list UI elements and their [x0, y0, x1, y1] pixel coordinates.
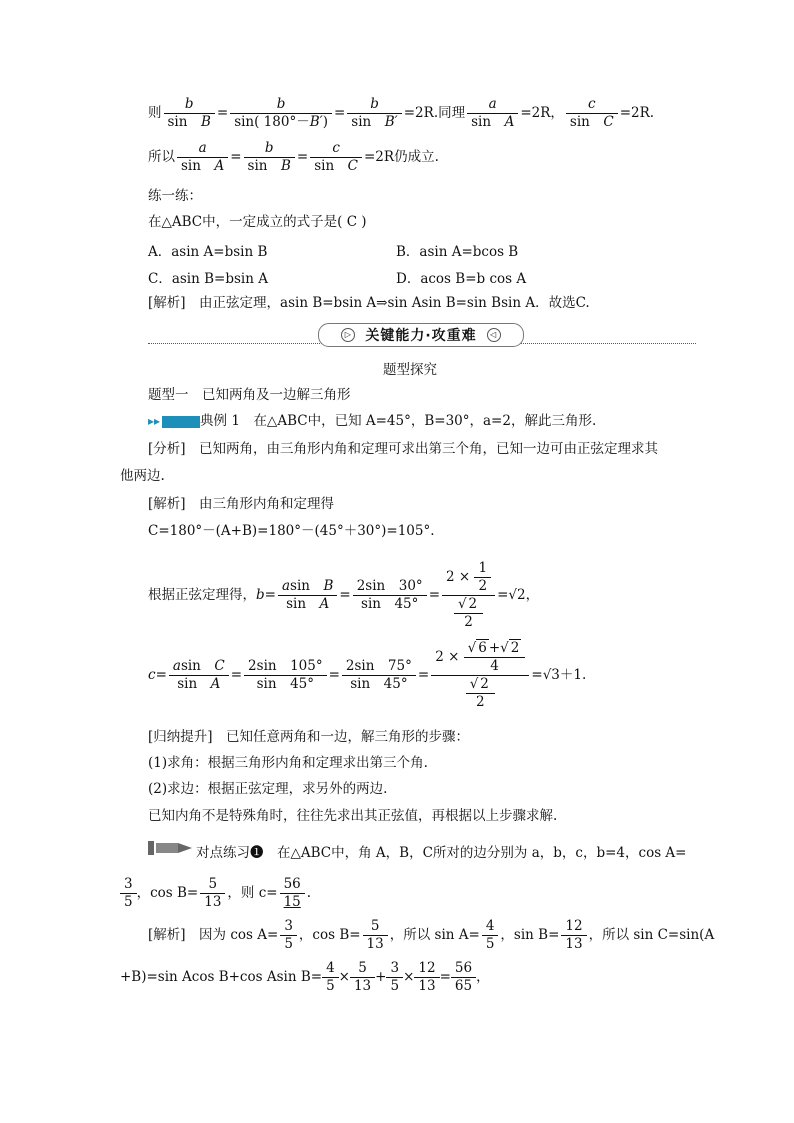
- text: =2R，: [520, 105, 564, 121]
- example-line: [148, 411, 596, 431]
- section-banner: [318, 323, 524, 347]
- fraction: $\frac{a}{\text{sin A}}$: [467, 96, 518, 131]
- note: 已知内角不是特殊角时，往往先求出其正弦值，再根据以上步骤求解.: [148, 808, 558, 824]
- fraction: $\frac{2\sin 105^\circ}{\sin 45^\circ}$: [244, 658, 327, 693]
- text: =2R.: [619, 105, 655, 121]
- exercise-text: 在△ABC中，角 A，B，C所对的边分别为 a，b，c，b=4，cos A=: [277, 845, 687, 861]
- answer-denominator: 15: [283, 894, 301, 910]
- fraction: $\frac{\text{asin B}}{\text{sin A}}$: [278, 578, 337, 613]
- option-a: A．asin A=bsin B: [148, 244, 268, 260]
- practice-analysis: [148, 293, 590, 313]
- text: 因为 cos A=: [199, 927, 279, 943]
- fraction: $\frac{c}{\text{sin C}}$: [566, 96, 618, 131]
- analysis-text: 由正弦定理，asin B=bsin A⇒sin Asin B=sin Bsin A．故选C.: [199, 295, 590, 311]
- fraction: $\frac{3}{5}$: [280, 918, 297, 953]
- text: =√2，: [497, 587, 540, 603]
- pen-icon: [148, 838, 194, 858]
- fraction: $\frac{4}{5}$: [322, 960, 339, 995]
- fraction: $\frac{b}{\text{sin B}}$: [164, 96, 215, 131]
- b-formula: 根据正弦定理得，b= $\frac{\text{asin B}}{\text{sin A}}$ = $\frac{2\sin 30^\circ}{\sin 45^\circ}$ = 2 × $\frac{1}{2}$ $\frac{√ 2}{2}$ =√2，: [148, 560, 540, 630]
- play-left-icon: ◁: [487, 328, 501, 342]
- section-title: 题型探究: [383, 362, 437, 378]
- fraction: $\frac{\text{asin C}}{\text{sin A}}$: [169, 658, 229, 693]
- text: 根据正弦定理得，: [148, 587, 256, 603]
- banner-title: 关键能力·攻重难: [365, 328, 477, 344]
- answer: [280, 876, 305, 911]
- play-right-icon: ▷: [341, 328, 355, 342]
- fraction: $\frac{12}{13}$: [561, 918, 586, 953]
- fraction: $\frac{5}{13}$: [363, 918, 388, 953]
- fenxi-text: 已知两角，由三角形内角和定理可求出第三个角，已知一边可由正弦定理求其: [199, 441, 659, 457]
- fraction: $\frac{12}{13}$: [414, 960, 439, 995]
- text: +B)=sin Acos B+cos Asin B=: [120, 969, 323, 985]
- fraction: 2 × $\frac{1}{2}$ $\frac{√ 2}{2}$: [442, 560, 495, 631]
- option-c: C．asin B=bsin A: [148, 271, 268, 287]
- fraction: $\frac{b}{\text{sin B}}$: [244, 140, 295, 175]
- fraction: $\frac{5}{13}$: [350, 960, 375, 995]
- exercise-label: 对点练习❶: [196, 845, 264, 861]
- answer-numerator: 56: [280, 876, 305, 894]
- text: ，则 c=: [227, 885, 278, 901]
- jiexi-line: [148, 494, 334, 514]
- text: 所以: [148, 149, 175, 165]
- text: ，: [476, 969, 490, 985]
- jiexi-tag: [解析]: [148, 927, 186, 943]
- fraction: $\frac{3}{5}$: [120, 876, 137, 911]
- proof-line-2: 所以 $\frac{a}{\text{sin A}}$ = $\frac{b}{\text{sin B}}$ = $\frac{c}{\text{sin C}}$ =2R仍成立.: [148, 140, 439, 174]
- fraction: $\frac{2\sin 75^\circ}{\sin 45^\circ}$: [342, 658, 416, 693]
- fraction: $\frac{2\sin 30^\circ}{\sin 45^\circ}$: [353, 578, 427, 613]
- option-d: D．acos B=b cos A: [396, 271, 527, 287]
- fraction: $\frac{a}{\text{sin A}}$: [177, 140, 228, 175]
- fenxi-tag: [分析]: [148, 441, 186, 457]
- fenxi-line-2: 他两边.: [120, 468, 165, 484]
- exercise-line-2: [120, 876, 311, 911]
- example-badge-icon: [162, 416, 200, 428]
- option-b: B．asin A=bcos B: [396, 244, 519, 260]
- type1-title: 题型一 已知两角及一边解三角形: [148, 387, 351, 403]
- text: ，所以 sin C=sin(A: [588, 927, 715, 943]
- fraction: $\frac{b}{\text{sin B′}}$: [347, 96, 401, 131]
- guina-tag: [归纳提升]: [148, 729, 213, 745]
- text: ，所以 sin A=: [389, 927, 480, 943]
- jiexi-tag: [解析]: [148, 496, 186, 512]
- exercise-jiexi-2: +B)=sin Acos B+cos Asin B= $\frac{4}{5}$ × $\frac{5}{13}$ + $\frac{3}{5}$ × $\frac{12}{13}$ = $\frac{56}{65}$ ，: [120, 960, 490, 994]
- example-label: 典例 1: [200, 413, 240, 429]
- guina-text: 已知任意两角和一边，解三角形的步骤：: [226, 729, 470, 745]
- step-2: (2)求边：根据正弦定理，求另外的两边.: [148, 781, 388, 797]
- step-1: (1)求角：根据三角形内角和定理求出第三个角.: [148, 755, 428, 771]
- fraction: $\frac{4}{5}$: [482, 918, 499, 953]
- double-arrow-icon: ▸▸: [148, 414, 161, 428]
- fraction: $\frac{c}{\text{sin C}}$: [310, 140, 362, 175]
- text: 则: [148, 105, 162, 121]
- text: =2R仍成立.: [364, 149, 439, 165]
- practice-label: 练一练：: [148, 188, 202, 204]
- text: =√3＋1.: [531, 667, 587, 683]
- fraction: $\frac{3}{5}$: [386, 960, 403, 995]
- exercise-line: [196, 843, 686, 863]
- fraction: $\frac{b}{\sin( 180^\circ-B')}$: [230, 96, 332, 131]
- text: ，cos B=: [136, 885, 199, 901]
- analysis-tag: [解析]: [148, 295, 186, 311]
- proof-line-1: 则 $\frac{b}{\text{sin B}}$ = $\frac{b}{\sin( 180^\circ-B')}$ = $\frac{b}{\text{sin B′}}$ =2R.同理 $\frac{a}{\text{sin A}}$ =2R， $\frac{c}{\text{sin C}}$ =2R.: [148, 96, 655, 130]
- text: .: [306, 885, 312, 901]
- text: =2R.: [403, 105, 439, 121]
- exercise-jiexi-1: [148, 918, 714, 953]
- fraction: $\frac{5}{13}$: [200, 876, 225, 911]
- guina-line: [148, 727, 469, 747]
- fenxi-line-1: [148, 439, 658, 459]
- jiexi-text: 由三角形内角和定理得: [199, 496, 335, 512]
- example-text: 在△ABC中，已知 A=45°，B=30°，a=2，解此三角形.: [253, 413, 597, 429]
- text: 同理: [438, 105, 466, 121]
- fraction: $\frac{56}{65}$: [451, 960, 476, 995]
- text: ，sin B=: [500, 927, 560, 943]
- fraction: 2 × $\frac{√ 6 +√ 2}{4}$ $\frac{√ 2}{2}$: [431, 640, 529, 711]
- practice-question: 在△ABC中，一定成立的式子是( C ): [148, 214, 367, 230]
- text: ，cos B=: [298, 927, 361, 943]
- c-formula: c= $\frac{\text{asin C}}{\text{sin A}}$ = $\frac{2\sin 105^\circ}{\sin 45^\circ}$ = $\frac{2\sin 75^\circ}{\sin 45^\circ}$ = 2 × $\frac{√ 6 +√ 2}{4}$ $\frac{√ 2}{2}$ =√3＋1.: [148, 640, 587, 710]
- c-angle-line: C=180°－(A+B)=180°－(45°＋30°)=105°.: [148, 523, 435, 539]
